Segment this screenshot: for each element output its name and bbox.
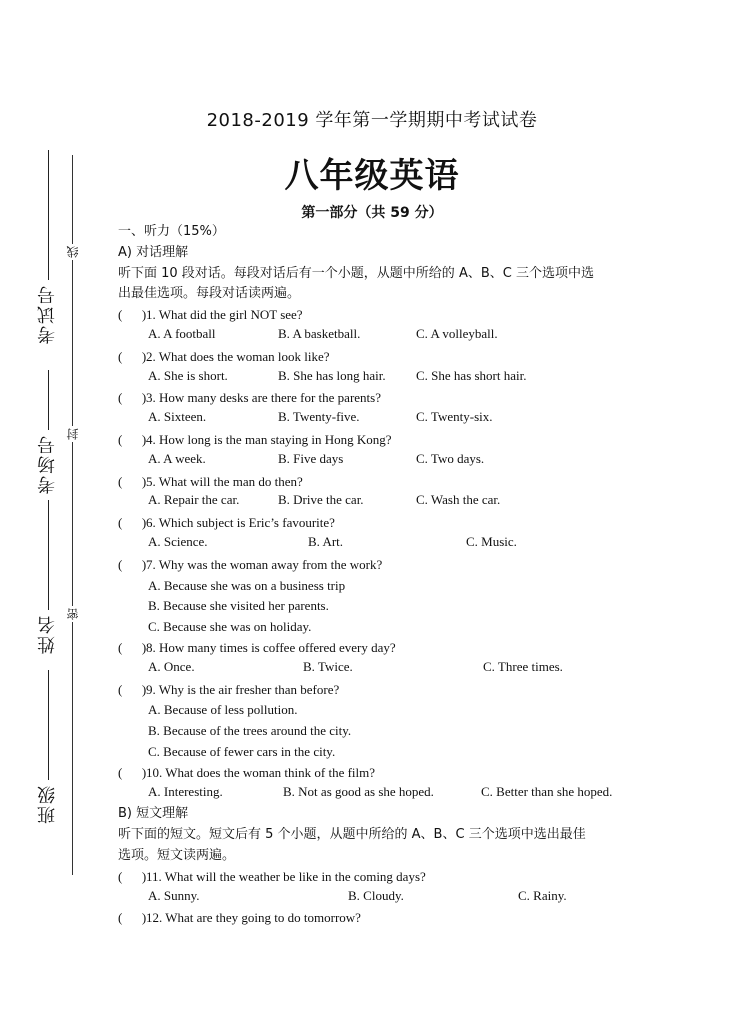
options-row <box>118 659 638 680</box>
answer-bracket[interactable]: ( ) <box>118 473 147 489</box>
question-text: 5. What will the man do then? <box>146 473 303 489</box>
question-stem <box>118 555 638 576</box>
class-label: 班级 <box>37 784 58 824</box>
option-a: A. Sunny. <box>148 887 200 903</box>
options-row <box>118 368 638 389</box>
option-c: C. A volleyball. <box>416 325 498 341</box>
part-b-instruction-2: 选项。短文读两遍。 <box>118 847 236 863</box>
option-c: C. Wash the car. <box>416 492 501 508</box>
question-stem <box>118 638 638 659</box>
name-blank <box>48 500 49 610</box>
name-field <box>36 500 60 654</box>
question-text: 11. What will the weather be like in the coming days? <box>146 868 426 884</box>
seal-char-seal: 封 <box>66 428 80 440</box>
options-row <box>118 326 638 347</box>
question-stem <box>118 867 638 888</box>
question-stem <box>118 472 638 493</box>
exam-content <box>118 222 638 929</box>
option-b: B. Twice. <box>303 658 353 674</box>
option-b: B. She has long hair. <box>278 367 386 383</box>
option-a: A. She is short. <box>148 367 228 383</box>
question-stem <box>118 305 638 326</box>
subject-title: 八年级英语 <box>284 156 460 196</box>
seal-line <box>72 155 73 875</box>
part-a-instruction-2: 出最佳选项。每段对话读两遍。 <box>118 286 301 302</box>
option-a: A. Because she was on a business trip <box>148 577 346 593</box>
option-c: C. Rainy. <box>518 887 567 903</box>
question-text: 9. Why is the air fresher than before? <box>146 681 340 697</box>
answer-bracket[interactable]: ( ) <box>118 556 147 572</box>
options-row <box>118 451 638 472</box>
option-a: A. A week. <box>148 450 206 466</box>
answer-bracket[interactable]: ( ) <box>118 390 147 406</box>
options-row <box>118 534 638 555</box>
option-a: A. Sixteen. <box>148 409 207 425</box>
part-a-instruction-1: 听下面 10 段对话。每段对话后有一个小题，从题中所给的 A、B、C 三个选项中选 <box>118 265 594 281</box>
option-b: B. Because of the trees around the city. <box>148 723 352 739</box>
options-row <box>118 784 638 805</box>
option-c: C. Because she was on holiday. <box>148 619 312 635</box>
option-b: B. A basketball. <box>278 325 361 341</box>
answer-bracket[interactable]: ( ) <box>118 307 147 323</box>
option-c: C. Twenty-six. <box>416 409 493 425</box>
question-text: 10. What does the woman think of the film? <box>146 764 376 780</box>
answer-bracket[interactable]: ( ) <box>118 764 147 780</box>
seal-char-secret: 密 <box>66 608 80 620</box>
part-b-questions <box>118 867 638 929</box>
option-b: B. Five days <box>278 450 344 466</box>
section-heading: 一、听力（15%） <box>118 224 225 239</box>
question-text: 12. What are they going to do tomorrow? <box>146 910 361 926</box>
option-c: C. Music. <box>466 533 517 549</box>
part-a-questions <box>118 305 638 804</box>
answer-bracket[interactable]: ( ) <box>118 431 147 447</box>
question-stem <box>118 763 638 784</box>
part-title: 第一部分（共 59 分） <box>301 205 443 221</box>
answer-bracket[interactable]: ( ) <box>118 868 147 884</box>
question-stem <box>118 680 638 701</box>
question-text: 6. Which subject is Eric’s favourite? <box>146 515 335 531</box>
exam-term-title: 2018-2019 学年第一学期期中考试试卷 <box>206 110 538 131</box>
option-b: B. Twenty-five. <box>278 409 360 425</box>
option-c: C. Two days. <box>416 450 485 466</box>
option-a: A. Interesting. <box>148 783 223 799</box>
part-b-heading: B) 短文理解 <box>118 806 189 822</box>
option-b: B. Drive the car. <box>278 492 364 508</box>
class-field <box>36 670 60 824</box>
option-b: B. Cloudy. <box>348 887 404 903</box>
question-stem <box>118 908 638 929</box>
option-a: A. A football <box>148 325 216 341</box>
option-c: C. Better than she hoped. <box>481 783 613 799</box>
options-row <box>118 492 638 513</box>
question-stem <box>118 513 638 534</box>
option-b: B. Because she visited her parents. <box>148 598 329 614</box>
question-stem <box>118 347 638 368</box>
answer-bracket[interactable]: ( ) <box>118 348 147 364</box>
option-c: C. She has short hair. <box>416 367 527 383</box>
option-a: A. Science. <box>148 533 208 549</box>
question-text: 4. How long is the man staying in Hong Kong? <box>146 431 392 447</box>
question-stem <box>118 388 638 409</box>
part-b-instruction-1: 听下面的短文。短文后有 5 个小题，从题中所给的 A、B、C 三个选项中选出最佳 <box>118 827 586 843</box>
question-text: 8. How many times is coffee offered every day? <box>146 639 396 655</box>
answer-bracket[interactable]: ( ) <box>118 910 147 926</box>
question-text: 2. What does the woman look like? <box>146 348 330 364</box>
option-c: C. Because of fewer cars in the city. <box>148 743 336 759</box>
class-blank <box>48 670 49 780</box>
question-text: 3. How many desks are there for the parents? <box>146 390 381 406</box>
question-stem <box>118 430 638 451</box>
question-text: 7. Why was the woman away from the work? <box>146 556 383 572</box>
name-label: 姓名 <box>37 614 58 654</box>
answer-bracket[interactable]: ( ) <box>118 681 147 697</box>
option-a: A. Because of less pollution. <box>148 702 298 718</box>
option-b: B. Not as good as she hoped. <box>283 783 434 799</box>
exam-room-field <box>36 370 60 494</box>
options-row <box>118 888 638 909</box>
option-a: A. Once. <box>148 658 195 674</box>
answer-bracket[interactable]: ( ) <box>118 515 147 531</box>
exam-number-label: 考试号 <box>37 284 58 344</box>
option-c: C. Three times. <box>483 658 563 674</box>
exam-room-blank <box>48 370 49 430</box>
part-a-heading: A) 对话理解 <box>118 244 189 260</box>
answer-bracket[interactable]: ( ) <box>118 639 147 655</box>
exam-room-label: 考场号 <box>37 434 58 494</box>
question-text: 1. What did the girl NOT see? <box>146 307 303 323</box>
options-row <box>118 409 638 430</box>
option-b: B. Art. <box>308 533 344 549</box>
option-a: A. Repair the car. <box>148 492 240 508</box>
seal-char-line: 线 <box>66 246 80 258</box>
